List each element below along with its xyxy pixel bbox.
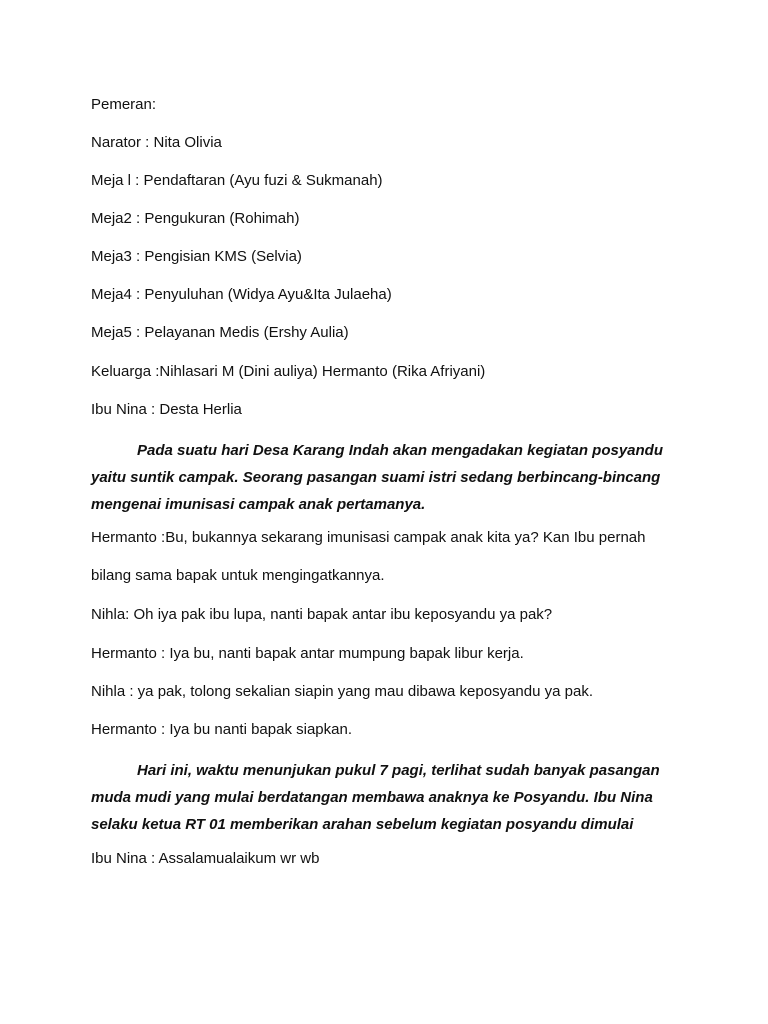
dialogue-line: Nihla: Oh iya pak ibu lupa, nanti bapak antar ibu keposyandu ya pak? <box>91 606 553 623</box>
cast-line-narrator: Narator : Nita Olivia <box>91 134 222 151</box>
cast-line-keluarga: Keluarga :Nihlasari M (Dini auliya) Hermanto (Rika Afriyani) <box>91 363 486 380</box>
cast-line-meja3: Meja3 : Pengisian KMS (Selvia) <box>91 248 302 265</box>
dialogue-line: Hermanto : Iya bu, nanti bapak antar mumpung bapak libur kerja. <box>91 645 524 662</box>
cast-line-meja5: Meja5 : Pelayanan Medis (Ershy Aulia) <box>91 324 349 341</box>
cast-line-meja1: Meja l : Pendaftaran (Ayu fuzi & Sukmanah) <box>91 172 383 189</box>
cast-line-meja2: Meja2 : Pengukuran (Rohimah) <box>91 210 300 227</box>
cast-line-ibu-nina: Ibu Nina : Desta Herlia <box>91 401 242 418</box>
cast-heading: Pemeran: <box>91 96 157 113</box>
dialogue-line: Hermanto :Bu, bukannya sekarang imunisasi campak anak kita ya? Kan Ibu pernah <box>91 529 646 546</box>
narration-paragraph-2: Hari ini, waktu menunjukan pukul 7 pagi, terlihat sudah banyak pasangan muda mudi yang mulai berdatangan membawa anaknya ke Posyandu. Ibu Nina selaku ketua RT 01 memberikan arahan sebelum kegiatan posyandu dimulai <box>91 762 660 833</box>
dialogue-line: bilang sama bapak untuk mengingatkannya. <box>91 567 385 584</box>
cast-line-meja4: Meja4 : Penyuluhan (Widya Ayu&Ita Julaeha) <box>91 286 392 303</box>
closing-line: Ibu Nina : Assalamualaikum wr wb <box>91 850 320 867</box>
dialogue-line: Nihla : ya pak, tolong sekalian siapin yang mau dibawa keposyandu ya pak. <box>91 683 593 700</box>
dialogue-line: Hermanto : Iya bu nanti bapak siapkan. <box>91 721 352 738</box>
narration-paragraph-1: Pada suatu hari Desa Karang Indah akan mengadakan kegiatan posyandu yaitu suntik campak. Seorang pasangan suami istri sedang berbincang-bincang mengenai imunisasi campak anak pertamanya. <box>91 442 663 513</box>
